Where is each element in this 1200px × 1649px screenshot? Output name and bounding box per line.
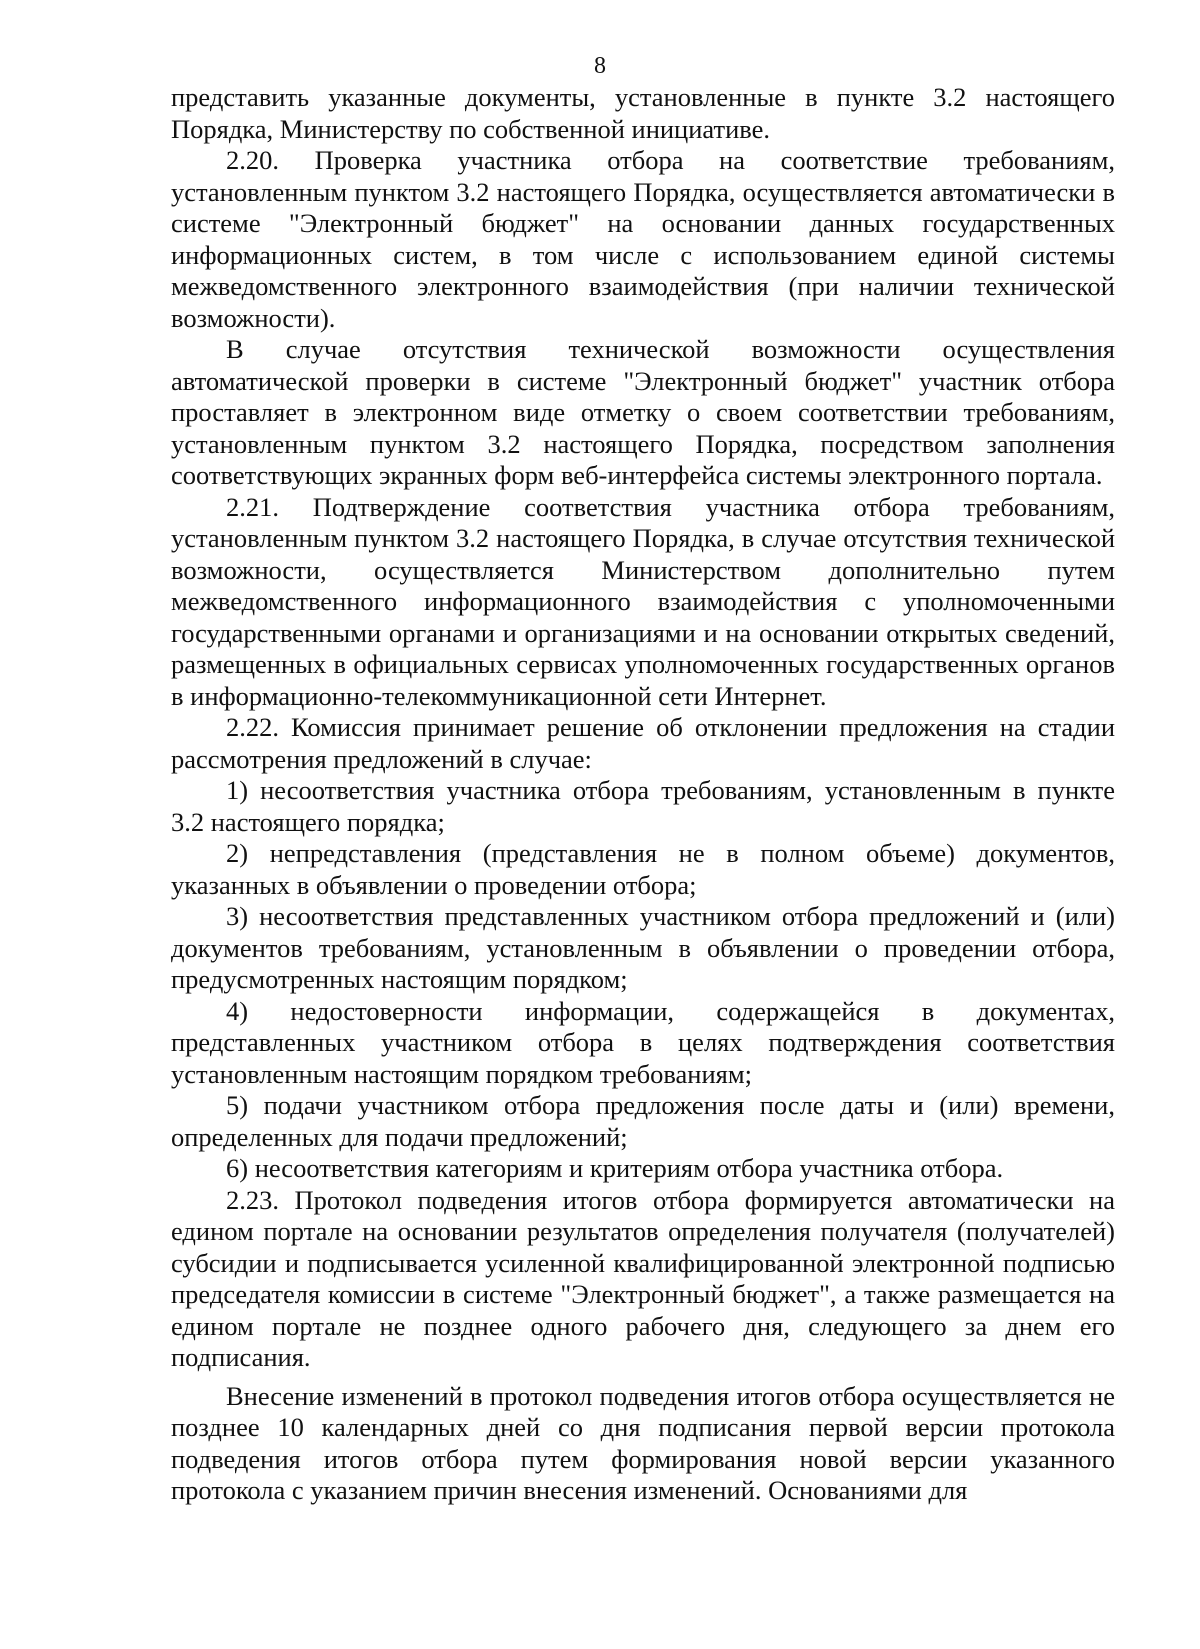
document-body bbox=[171, 82, 1115, 1507]
list-item-3: 3) несоответствия представленных участником отбора предложений и (или) документов требованиям, установленным в объявлении о проведении отбора, предусмотренных настоящим порядком; bbox=[171, 901, 1115, 994]
paragraph-protocol-changes: Внесение изменений в протокол подведения итогов отбора осуществляется не позднее 10 календарных дней со дня подписания первой версии протокола подведения итогов отбора путем формирования новой версии указанного протокола с указанием причин внесения изменений. Основаниями для bbox=[171, 1380, 1115, 1505]
paragraph-2-21: 2.21. Подтверждение соответствия участника отбора требованиям, установленным пунктом 3.2 настоящего Порядка, в случае отсутствия технической возможности, осуществляется Министерством дополнительно путем межведомственного информационного взаимодействия с уполномоченными государственными органами и организациями и на основании открытых сведений, размещенных в официальных сервисах уполномоченных государственных органов в информационно-телекоммуникационной сети Интернет. bbox=[171, 491, 1115, 711]
list-item-6: 6) несоответствия категориям и критериям отбора участника отбора. bbox=[226, 1153, 1004, 1183]
paragraph-2-20: 2.20. Проверка участника отбора на соответствие требованиям, установленным пунктом 3.2 настоящего Порядка, осуществляется автоматически в системе "Электронный бюджет" на основании данных государственных информационных систем, в том числе с использованием единой системы межведомственного электронного взаимодействия (при наличии технической возможности). bbox=[171, 145, 1115, 333]
paragraph-2-23: 2.23. Протокол подведения итогов отбора формируется автоматически на едином портале на основании результатов определения получателя (получателей) субсидии и подписывается усиленной квалифицированной электронной подписью председателя комиссии в системе "Электронный бюджет", а также размещается на едином портале не позднее одного рабочего дня, следующего за днем его подписания. bbox=[171, 1184, 1115, 1372]
paragraph-2-22: 2.22. Комиссия принимает решение об отклонении предложения на стадии рассмотрения предложений в случае: bbox=[171, 712, 1115, 774]
list-item-5: 5) подачи участником отбора предложения после даты и (или) времени, определенных для подачи предложений; bbox=[171, 1090, 1115, 1152]
list-item-4: 4) недостоверности информации, содержащейся в документах, представленных участником отбора в целях подтверждения соответствия установленным настоящим порядком требованиям; bbox=[171, 995, 1115, 1089]
list-item-2: 2) непредставления (представления не в полном объеме) документов, указанных в объявлении о проведении отбора; bbox=[171, 838, 1115, 900]
page-number: 8 bbox=[594, 53, 606, 79]
paragraph-no-technical-possibility: В случае отсутствия технической возможности осуществления автоматической проверки в системе "Электронный бюджет" участник отбора проставляет в электронном виде отметку о своем соответствии требованиям, установленным пунктом 3.2 настоящего Порядка, посредством заполнения соответствующих экранных форм веб-интерфейса системы электронного портала. bbox=[171, 334, 1115, 490]
list-item-1: 1) несоответствия участника отбора требованиям, установленным в пункте 3.2 настоящего порядка; bbox=[171, 775, 1115, 837]
paragraph-continuation: представить указанные документы, установленные в пункте 3.2 настоящего Порядка, Министерству по собственной инициативе. bbox=[171, 82, 1115, 144]
